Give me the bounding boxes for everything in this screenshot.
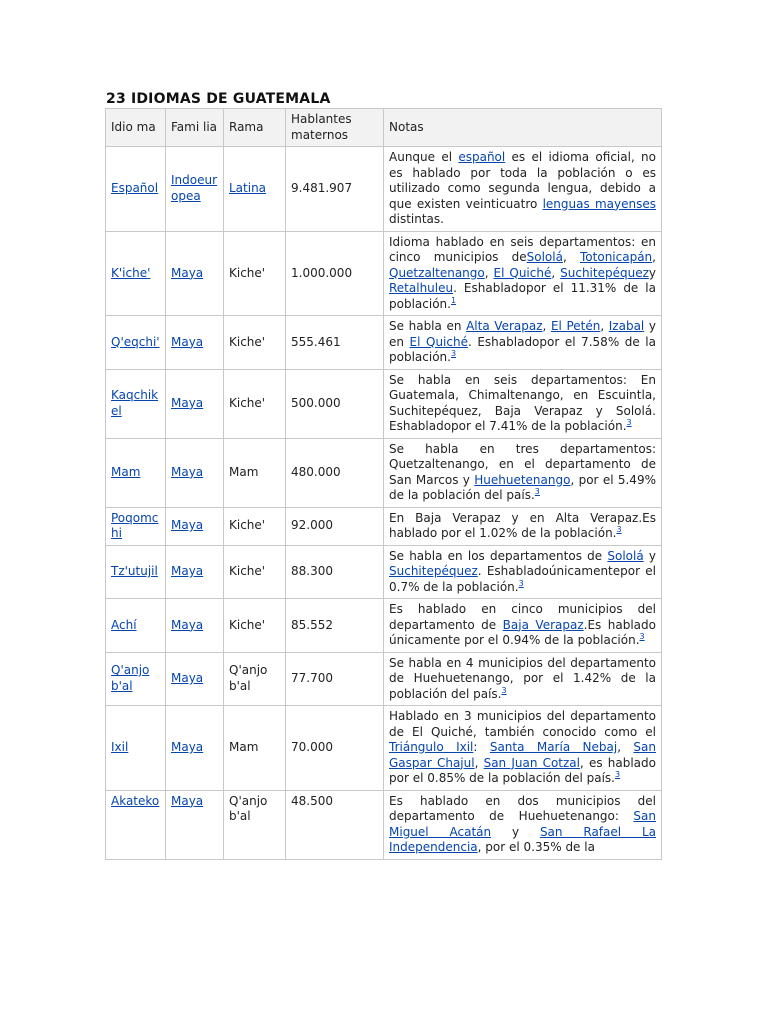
reference-marker: [451, 296, 456, 305]
notes-text: Es hablado en dos municipios del departamento de Huehuetenango:: [389, 793, 656, 823]
reference-link[interactable]: 3: [639, 632, 645, 641]
cell-hablantes: 92.000: [286, 507, 384, 545]
notes-link[interactable]: Totonicapán: [580, 250, 653, 264]
notes-text: :: [473, 740, 490, 754]
cell-notas: [384, 790, 662, 859]
notes-text: , por el 0.35% de la: [477, 840, 595, 854]
notes-link[interactable]: San Miguel Acatán: [389, 809, 656, 839]
notes-link[interactable]: El Quiché: [493, 265, 552, 280]
cell-hablantes: 85.552: [286, 599, 384, 653]
cell-familia: [166, 706, 224, 791]
cell-rama: Kiche': [224, 507, 286, 545]
reference-link[interactable]: 3: [518, 578, 524, 588]
cell-hablantes: 555.461: [286, 316, 384, 370]
notes-text: es el idioma oficial, no es hablado por toda la población o es utilizado como segunda lengua, debido a que existen veinticuatro: [389, 150, 657, 211]
notes-text: ,: [617, 740, 634, 754]
reference-marker: [501, 686, 506, 695]
cell-familia: [166, 790, 224, 859]
notes-text: Idioma hablado en seis departamentos: en cinco municipios de: [389, 234, 656, 264]
notes-text: y: [648, 265, 656, 280]
cell-notas: [384, 369, 662, 438]
familia-link[interactable]: Maya: [171, 564, 204, 578]
table-header-row: [106, 109, 662, 147]
reference-link[interactable]: 3: [450, 349, 457, 358]
cell-hablantes: 70.000: [286, 706, 384, 791]
notes-text: . Eshabladoúnicamentepor el 0.7% de la población.: [389, 564, 656, 594]
familia-link[interactable]: Maya: [171, 518, 204, 533]
notes-text: .Es hablado únicamente por el 0.94% de la población.: [389, 617, 656, 647]
notes-text: . Eshabladopor el 7.58% de la población.: [389, 334, 656, 364]
notes-link[interactable]: Izabal: [608, 319, 645, 333]
idioma-link[interactable]: Q'eqchi': [111, 334, 160, 349]
cell-familia: [166, 599, 224, 653]
cell-rama: Kiche': [224, 316, 286, 370]
notes-text: ,: [562, 250, 581, 264]
table-row: [106, 790, 662, 859]
notes-text: Se habla en seis departamentos: En Guatemala, Chimaltenango, en Escuintla, Suchitepéquez, Baja Verapaz y Sololá. Eshabladopor el 7.41% de la población.: [389, 372, 656, 433]
table-row: [106, 652, 662, 706]
notes-text: ,: [600, 319, 609, 333]
reference-marker: [627, 418, 632, 427]
reference-link[interactable]: 3: [616, 525, 622, 534]
familia-link[interactable]: Maya: [171, 740, 204, 754]
notes-link[interactable]: Suchitepéquez: [389, 564, 478, 578]
cell-idioma: [106, 231, 166, 316]
cell-rama: Mam: [224, 438, 286, 507]
reference-marker: [640, 632, 645, 641]
cell-familia: [166, 507, 224, 545]
notes-link[interactable]: lenguas mayenses: [542, 196, 656, 211]
cell-hablantes: 88.300: [286, 545, 384, 599]
cell-idioma: [106, 316, 166, 370]
notes-text: y: [491, 824, 540, 839]
notes-text: En Baja Verapaz y en Alta Verapaz.Es hablado por el 1.02% de la población.: [389, 510, 656, 540]
cell-idioma: [106, 652, 166, 706]
cell-rama: Kiche': [224, 599, 286, 653]
reference-link[interactable]: 1: [450, 295, 457, 305]
table-row: [106, 599, 662, 653]
cell-familia: [166, 438, 224, 507]
idioma-link[interactable]: Español: [111, 181, 159, 195]
notes-text: y: [643, 548, 656, 563]
notes-link[interactable]: Quetzaltenango: [389, 265, 485, 280]
cell-familia: [166, 545, 224, 599]
notes-text: Se habla en: [389, 319, 467, 333]
notes-text: Se habla en 4 municipios del departamento de Huehuetenango, por el 1.42% de la población del país.: [389, 655, 656, 701]
notes-link[interactable]: Triángulo Ixil: [389, 740, 474, 754]
cell-idioma: [106, 369, 166, 438]
cell-idioma: [106, 545, 166, 599]
idioma-link[interactable]: Q'anjob'al: [111, 663, 150, 693]
notes-link[interactable]: Alta Verapaz: [466, 319, 543, 333]
notes-text: , es hablado por el 0.85% de la población del país.: [389, 755, 656, 785]
cell-notas: [384, 316, 662, 370]
header-notas: Notas: [384, 109, 662, 147]
notes-link[interactable]: Sololá: [607, 548, 644, 563]
idioma-link[interactable]: Kaqchikel: [111, 388, 159, 418]
cell-hablantes: 1.000.000: [286, 231, 384, 316]
notes-link[interactable]: San Gaspar Chajul: [389, 740, 656, 770]
cell-notas: [384, 706, 662, 791]
familia-link[interactable]: Indoeuropea: [171, 173, 218, 203]
cell-idioma: [106, 507, 166, 545]
idioma-link[interactable]: Poqomchi: [111, 510, 159, 540]
notes-text: ,: [652, 250, 656, 264]
notes-text: Es hablado en cinco municipios del departamento de: [389, 602, 656, 632]
notes-link[interactable]: Huehuetenango: [474, 472, 571, 487]
cell-hablantes: 48.500: [286, 790, 384, 859]
cell-familia: [166, 147, 224, 232]
notes-text: y en: [389, 319, 656, 349]
cell-rama: Q'anjob'al: [224, 652, 286, 706]
table-row: [106, 706, 662, 791]
idioma-link[interactable]: Akateko: [111, 793, 160, 808]
cell-hablantes: 9.481.907: [286, 147, 384, 232]
notes-link[interactable]: Retalhuleu: [389, 281, 454, 295]
cell-notas: [384, 599, 662, 653]
notes-text: Se habla en tres departamentos: Quetzaltenango, en el departamento de San Marcos y: [389, 441, 656, 487]
reference-marker: [615, 770, 620, 779]
notes-text: ,: [551, 265, 561, 280]
notes-text: , por el 5.49% de la población del país.: [389, 472, 656, 502]
reference-marker: [535, 487, 540, 496]
cell-notas: [384, 507, 662, 545]
notes-link[interactable]: El Quiché: [409, 334, 468, 349]
cell-notas: [384, 652, 662, 706]
cell-notas: [384, 147, 662, 232]
familia-link[interactable]: Maya: [171, 395, 204, 410]
reference-link[interactable]: 3: [614, 770, 621, 779]
notes-link[interactable]: San Juan Cotzal: [483, 755, 580, 770]
cell-rama: [224, 147, 286, 232]
table-row: [106, 438, 662, 507]
notes-text: ,: [474, 755, 484, 770]
familia-link[interactable]: Maya: [171, 464, 204, 479]
rama-link[interactable]: Latina: [229, 181, 267, 195]
notes-text: Se habla en los departamentos de: [389, 548, 608, 563]
idioma-link[interactable]: K'iche': [111, 265, 151, 280]
table-row: [106, 369, 662, 438]
familia-link[interactable]: Maya: [171, 617, 204, 632]
idioma-link[interactable]: Achí: [111, 617, 137, 632]
table-row: [106, 231, 662, 316]
cell-idioma: [106, 706, 166, 791]
cell-rama: Kiche': [224, 369, 286, 438]
header-idioma: Idio ma: [106, 109, 166, 147]
header-hablantes: Hablantes maternos: [286, 109, 384, 147]
header-familia: Fami lia: [166, 109, 224, 147]
reference-marker: [451, 349, 456, 358]
cell-hablantes: 480.000: [286, 438, 384, 507]
reference-link[interactable]: 3: [501, 685, 507, 695]
cell-idioma: [106, 790, 166, 859]
cell-hablantes: 500.000: [286, 369, 384, 438]
reference-link[interactable]: 3: [626, 418, 632, 427]
notes-text: Aunque el: [389, 150, 459, 164]
table-row: [106, 507, 662, 545]
cell-rama: Kiche': [224, 231, 286, 316]
table-row: [106, 316, 662, 370]
languages-table: [105, 108, 662, 860]
notes-link[interactable]: Santa María Nebaj: [489, 740, 618, 754]
familia-link[interactable]: Maya: [171, 334, 204, 349]
notes-link[interactable]: Suchitepéquez: [560, 265, 649, 280]
table-row: [106, 147, 662, 232]
notes-text: ,: [484, 265, 494, 280]
notes-link[interactable]: San Rafael La Independencia: [389, 824, 656, 854]
notes-link[interactable]: español: [458, 150, 506, 164]
familia-link[interactable]: Maya: [171, 265, 204, 280]
cell-idioma: [106, 599, 166, 653]
cell-notas: [384, 545, 662, 599]
notes-text: ,: [542, 319, 551, 333]
cell-rama: Mam: [224, 706, 286, 791]
notes-text: Hablado en 3 municipios del departamento de El Quiché, también conocido como el: [389, 709, 656, 739]
table-row: [106, 545, 662, 599]
notes-text: . Eshabladopor el 11.31% de la población.: [389, 281, 656, 311]
notes-link[interactable]: El Petén: [550, 319, 601, 333]
cell-hablantes: 77.700: [286, 652, 384, 706]
idioma-link[interactable]: Mam: [111, 464, 141, 479]
cell-idioma: [106, 438, 166, 507]
idioma-link[interactable]: Ixil: [111, 740, 129, 754]
cell-familia: [166, 369, 224, 438]
reference-marker: [519, 579, 524, 588]
notes-link[interactable]: Baja Verapaz: [502, 617, 584, 632]
cell-familia: [166, 316, 224, 370]
cell-notas: [384, 438, 662, 507]
cell-rama: Q'anjob'al: [224, 790, 286, 859]
cell-familia: [166, 652, 224, 706]
cell-notas: [384, 231, 662, 316]
notes-link[interactable]: Sololá: [526, 250, 563, 264]
page-title: 23 IDIOMAS DE GUATEMALA: [106, 91, 331, 107]
cell-familia: [166, 231, 224, 316]
header-rama: Rama: [224, 109, 286, 147]
familia-link[interactable]: Maya: [171, 793, 204, 808]
familia-link[interactable]: Maya: [171, 671, 204, 685]
cell-idioma: [106, 147, 166, 232]
notes-text: distintas.: [389, 212, 444, 226]
table-body: [106, 147, 662, 860]
reference-marker: [616, 525, 621, 534]
cell-rama: Kiche': [224, 545, 286, 599]
idioma-link[interactable]: Tz'utujil: [111, 564, 158, 578]
reference-link[interactable]: 3: [534, 487, 540, 496]
